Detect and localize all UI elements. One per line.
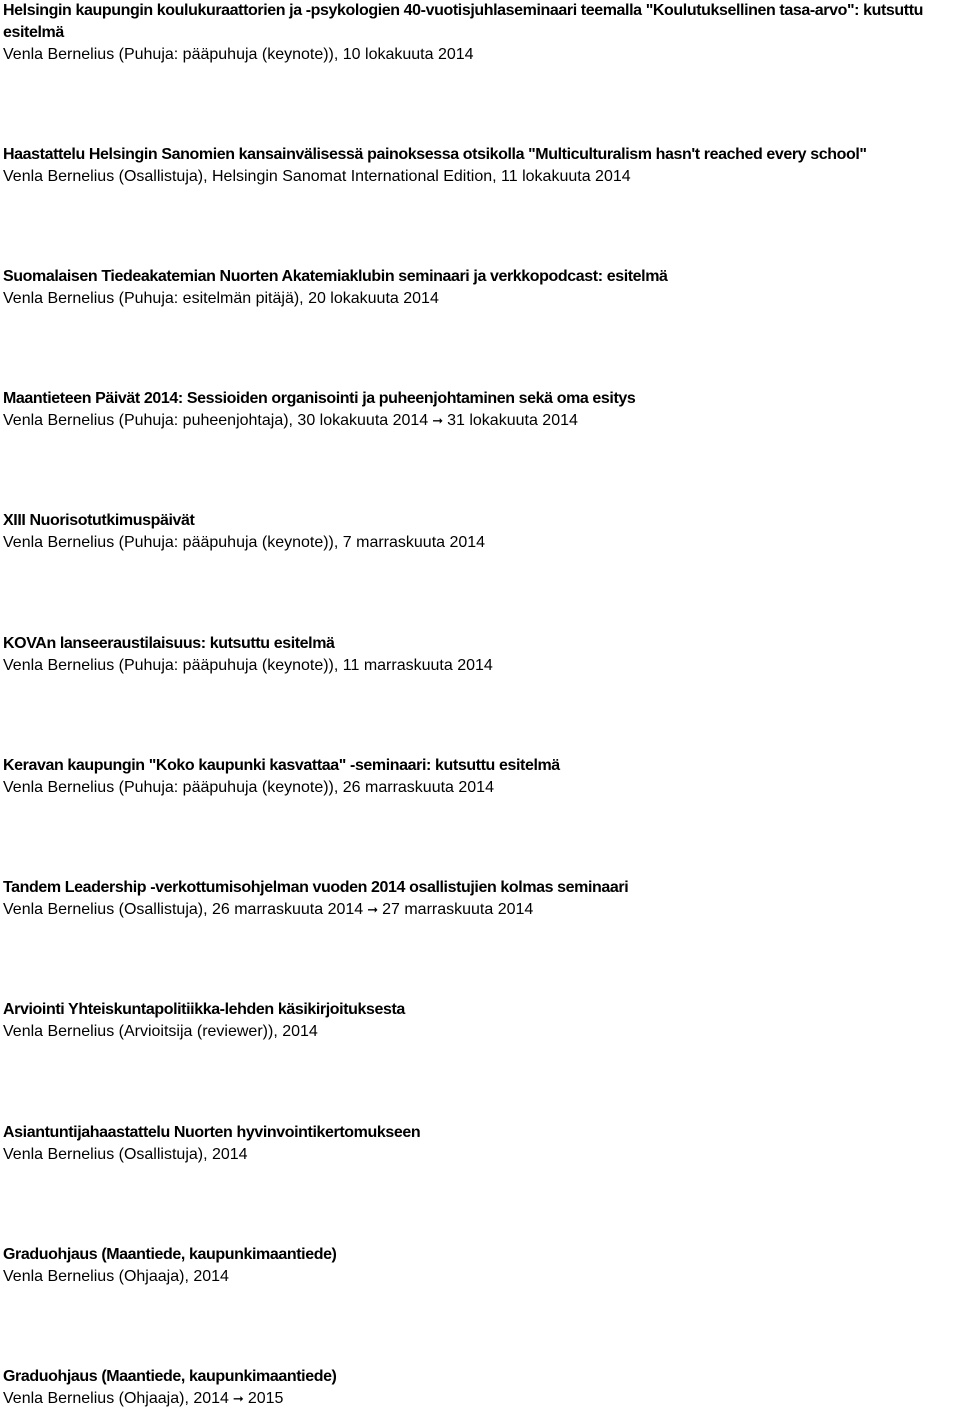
activity-item	[3, 266, 958, 310]
activity-item	[3, 0, 958, 66]
activity-meta-text: Venla Bernelius (Ohjaaja), 2014	[3, 1390, 229, 1407]
activity-title: Arviointi Yhteiskuntapolitiikka-lehden käsikirjoituksesta	[3, 1001, 405, 1018]
activity-meta	[3, 532, 958, 554]
activity-meta-end: 27 marraskuuta 2014	[382, 901, 534, 918]
activity-meta-end: 31 lokakuuta 2014	[447, 412, 578, 429]
activity-item	[3, 633, 958, 677]
activity-title: Keravan kaupungin "Koko kaupunki kasvattaa" -seminaari: kutsuttu esitelmä	[3, 757, 560, 774]
activity-meta	[3, 1144, 958, 1166]
activity-meta-text: Venla Bernelius (Arvioitsija (reviewer)), 2014	[3, 1023, 318, 1040]
arrow-right-icon: ➞	[367, 902, 379, 917]
activity-meta-text: Venla Bernelius (Osallistuja), 2014	[3, 1146, 248, 1163]
activity-title: Tandem Leadership -verkottumisohjelman vuoden 2014 osallistujien kolmas seminaari	[3, 879, 629, 896]
activity-meta	[3, 655, 958, 677]
activity-meta-text: Venla Bernelius (Osallistuja), 26 marraskuuta 2014	[3, 901, 364, 918]
activity-item	[3, 1122, 958, 1166]
activity-meta-text: Venla Bernelius (Puhuja: puheenjohtaja), 30 lokakuuta 2014	[3, 412, 429, 429]
activity-meta	[3, 410, 958, 432]
activity-item	[3, 877, 958, 921]
activity-item	[3, 510, 958, 554]
activity-title: Haastattelu Helsingin Sanomien kansainvälisessä painoksessa otsikolla "Multiculturalism hasn't reached every school"	[3, 146, 867, 163]
activity-meta-text: Venla Bernelius (Puhuja: pääpuhuja (keynote)), 10 lokakuuta 2014	[3, 46, 474, 63]
activity-item	[3, 999, 958, 1043]
activity-meta	[3, 44, 958, 66]
activity-meta	[3, 288, 958, 310]
activity-meta-text: Venla Bernelius (Puhuja: pääpuhuja (keynote)), 26 marraskuuta 2014	[3, 779, 494, 796]
arrow-right-icon: ➞	[432, 413, 444, 428]
activity-title: Suomalaisen Tiedeakatemian Nuorten Akatemiaklubin seminaari ja verkkopodcast: esitelmä	[3, 268, 668, 285]
arrow-right-icon: ➞	[232, 1391, 244, 1406]
activity-meta-text: Venla Bernelius (Ohjaaja), 2014	[3, 1268, 229, 1285]
activity-item	[3, 388, 958, 432]
activity-meta-text: Venla Bernelius (Puhuja: esitelmän pitäjä), 20 lokakuuta 2014	[3, 290, 439, 307]
activity-title: Helsingin kaupungin koulukuraattorien ja -psykologien 40-vuotisjuhlaseminaari teemalla "Koulutuksellinen tasa-arvo": kutsuttu esitelmä	[3, 2, 924, 41]
activity-meta-text: Venla Bernelius (Osallistuja), Helsingin Sanomat International Edition, 11 lokakuuta 2014	[3, 168, 631, 185]
activity-meta	[3, 777, 958, 799]
activity-meta	[3, 1388, 958, 1410]
activity-meta-text: Venla Bernelius (Puhuja: pääpuhuja (keynote)), 11 marraskuuta 2014	[3, 657, 493, 674]
activity-meta	[3, 1021, 958, 1043]
activity-title: XIII Nuorisotutkimuspäivät	[3, 512, 195, 529]
activity-item	[3, 144, 958, 188]
activity-title: Graduohjaus (Maantiede, kaupunkimaantiede)	[3, 1368, 337, 1385]
activity-title: Asiantuntijahaastattelu Nuorten hyvinvointikertomukseen	[3, 1124, 421, 1141]
activity-item	[3, 1244, 958, 1288]
activity-meta-end: 2015	[247, 1390, 284, 1407]
activity-item	[3, 1366, 958, 1410]
activity-meta	[3, 1266, 958, 1288]
activity-title: KOVAn lanseeraustilaisuus: kutsuttu esitelmä	[3, 635, 335, 652]
activity-meta	[3, 166, 958, 188]
activity-title: Graduohjaus (Maantiede, kaupunkimaantiede)	[3, 1246, 337, 1263]
activity-meta-text: Venla Bernelius (Puhuja: pääpuhuja (keynote)), 7 marraskuuta 2014	[3, 534, 486, 551]
activity-title: Maantieteen Päivät 2014: Sessioiden organisointi ja puheenjohtaminen sekä oma esitys	[3, 390, 636, 407]
activity-item	[3, 755, 958, 799]
activity-meta	[3, 899, 958, 921]
